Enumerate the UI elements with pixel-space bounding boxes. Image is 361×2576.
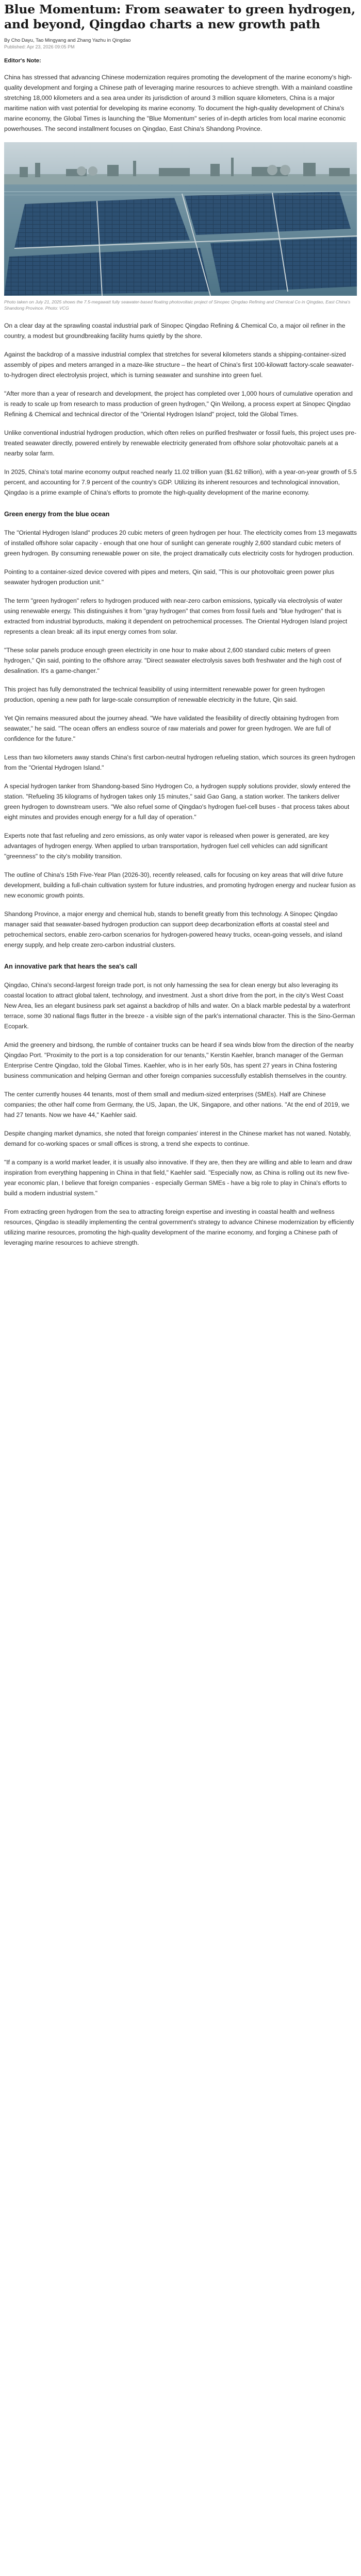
body-paragraph: The outline of China's 15th Five-Year Plan (2026-30), recently released, calls for focusing on key areas that will drive future development, building a full-chain cultivation system for future industries, and promoting hydrogen energy and nuclear fusion as new economic growth points. <box>4 871 356 899</box>
floating-solar-illustration <box>4 142 357 296</box>
body-paragraph: The term "green hydrogen" refers to hydrogen produced with near-zero carbon emissions, typically via electrolysis of water using renewable energy. This distinguishes it from "gray hydrogen" that comes from fossil fuels and "blue hydrogen" that is extracted from industrial byproducts, making it dependent on petrochemical processes. The Oriental Hydrogen Island project represents a clean break: all its input energy comes from solar. <box>4 597 348 635</box>
body-paragraph: The "Oriental Hydrogen Island" produces 20 cubic meters of green hydrogen per hour. The electricity comes from 13 megawatts of installed offshore solar capacity - enough that one hour of sunlight can generate roughly 2,600 standard cubic meters of green hydrogen. By consuming renewable power on site, the project dramatically cuts electricity costs for hydrogen production. <box>4 529 357 557</box>
body-paragraph: "These solar panels produce enough green electricity in one hour to make about 2,600 standard cubic meters of green hydrogen," Qin said, pointing to the offshore array. "Direct seawater electrolysis saves both freshwater and the high cost of desalination. It's a game-changer." <box>4 647 342 674</box>
publish-date: Published: Apr 23, 2026 09:05 PM <box>4 44 75 49</box>
body-paragraph: The center currently houses 44 tenants, most of them small and medium-sized enterprises (SMEs). Half are Chinese companies; the other half come from Germany, the US, Japan, the UK, Singapore, and other nations. "At the end of 2019, we had 27 tenants. Now we have 44," Kaehler said. <box>4 1091 350 1118</box>
body-paragraph: Amid the greenery and birdsong, the rumble of container trucks can be heard if sea winds blow from the direction of the nearby Qingdao Port. "Proximity to the port is a top consideration for our tenants," Kerstin Kaehler, branch manager of the German Enterprise Centre Qingdao, told the Global Times. Kaehler, who is in her early 50s, has spent 27 years in China fostering business communication and helping German and other foreign companies successfully establish themselves in the country. <box>4 1041 354 1079</box>
article-byline: By Cho Dayu, Tao Mingyang and Zhang Yazhu in Qingdao <box>4 38 131 43</box>
editor-note-label: Editor's Note: <box>4 58 41 64</box>
body-paragraph: Despite changing market dynamics, she noted that foreign companies' interest in the Chinese market has not waned. Notably, demand for co-working spaces or small offices is strong, a trend she expects to continue. <box>4 1130 351 1147</box>
body-paragraph: Against the backdrop of a massive industrial complex that stretches for several kilometers stands a shipping-container-sized assembly of pipes and meters arranged in a maze-like structure – the heart of China's first 100-kilowatt factory-scale seawater-to-hydrogen direct electrolysis project, which is turning seawater and sunshine into green fuel. <box>4 351 354 379</box>
body-paragraph: This project has fully demonstrated the technical feasibility of using intermittent renewable power for green hydrogen production, opening a new path for large-scale consumption of renewable electricity in the future, Qin said. <box>4 686 325 703</box>
body-paragraph: Shandong Province, a major energy and chemical hub, stands to benefit greatly from this technology. A Sinopec Qingdao manager said that seawater-based hydrogen production can support deep decarbonization efforts at coastal steel and petrochemical sectors, enable zero-carbon scenarios for hydrogen-powered heavy trucks, ocean-going vessels, and island energy supply, and help create zero-carbon industrial clusters. <box>4 910 342 948</box>
article-page <box>0 0 361 1272</box>
body-paragraph: Unlike conventional industrial hydrogen production, which often relies on purified freshwater or fossil fuels, this project uses pre-treated seawater directly, powered entirely by renewable electricity generated from offshore solar photovoltaic panels at a nearby solar farm. <box>4 429 356 457</box>
body-paragraph: Experts note that fast refueling and zero emissions, as only water vapor is released when power is generated, are key advantages of hydrogen energy. When applied to urban transportation, hydrogen fuel cell vehicles can add significant "greenness" to the city's mobility transition. <box>4 832 329 860</box>
section-heading: Green energy from the blue ocean <box>4 511 110 518</box>
section-heading: An innovative park that hears the sea's call <box>4 963 137 970</box>
body-paragraph: "After more than a year of research and development, the project has completed over 1,000 hours of cumulative operation and is ready to scale up from research to mass production of green hydrogen," Qin Weilong, a process expert at Sinopec Qingdao Refining & Chemical and technical director of the "Oriental Hydrogen Island" project, told the Global Times. <box>4 390 353 418</box>
body-paragraph: Qingdao, China's second-largest foreign trade port, is not only harnessing the sea for clean energy but also leveraging its coastal location to attract global talent, technology, and investment. Just a short drive from the port, in the city's West Coast New Area, lies an elegant business park set against a backdrop of hills and water. On a black marble pedestal by a waterfront terrace, some 30 national flags flutter in the breeze - a visible sign of the park's international character. This is the Sino-German Ecopark. <box>4 981 355 1030</box>
body-paragraph: On a clear day at the sprawling coastal industrial park of Sinopec Qingdao Refining & Chemical Co, a major oil refiner in the country, a modest but groundbreaking facility hums quietly by the shore. <box>4 322 346 340</box>
body-paragraph: Pointing to a container-sized device covered with pipes and meters, Qin said, "This is our photovoltaic green power plus seawater hydrogen production unit." <box>4 568 335 586</box>
article-headline: Blue Momentum: From seawater to green hydrogen, and beyond, Qingdao charts a new growth path <box>4 2 356 31</box>
body-paragraph: From extracting green hydrogen from the sea to attracting foreign expertise and investing in coastal health and wellness resources, Qingdao is steadily implementing the central government's strategy to advance Chinese modernization by efficiently utilizing marine resources, promoting the high-quality development of the marine economy, and forging a Chinese path of leveraging marine resources to achieve strength. <box>4 1208 354 1246</box>
body-paragraph: In 2025, China's total marine economy output reached nearly 11.02 trillion yuan ($1.62 trillion), with a year-on-year growth of 5.5 percent, and accounting for 7.9 percent of the country's GDP. Utilizing its inherent resources and technological innovation, Qingdao is a prime example of China's efforts to promote the high-quality development of the marine economy. <box>4 468 357 496</box>
body-paragraph: Yet Qin remains measured about the journey ahead. "We have validated the feasibility of directly obtaining hydrogen from seawater," he said. "The ocean offers an endless source of raw materials and power for green hydrogen. We are full of confidence for the future." <box>4 715 339 742</box>
photo-image <box>4 142 357 296</box>
photo-caption: Photo taken on July 21, 2025 shows the 7.5-megawatt fully seawater-based floating photovoltaic project of Sinopec Qingdao Refining and Chemical Co in Qingdao, East China's Shandong Province. Photo: VCG <box>4 299 351 311</box>
editor-note: China has stressed that advancing Chinese modernization requires promoting the development of the marine economy's high-quality development and forging a Chinese path of leveraging marine resources to achieve strength. With a mainland coastline stretching 18,000 kilometers and a sea area under its jurisdiction of around 3 million square kilometers, China is a major maritime nation with vast potential for developing its marine economy. To document the high-quality development of China's marine economy, the Global Times is launching the "Blue Momentum" series of in-depth articles from local marine economic powerhouses. The second installment focuses on Qingdao, East China's Shandong Province. <box>4 74 353 132</box>
body-paragraph: A special hydrogen tanker from Shandong-based Sino Hydrogen Co, a hydrogen supply solutions provider, slowly entered the station. "Refueling 35 kilograms of hydrogen takes only 15 minutes," said Gao Gang, a station worker. The tankers deliver green hydrogen to downstream users. "We also refuel some of Qingdao's hydrogen fuel-cell buses - that process takes about eight minutes and provides enough energy for a full day of operation." <box>4 783 351 821</box>
body-paragraph: Less than two kilometers away stands China's first carbon-neutral hydrogen refueling station, which sources its green hydrogen from the "Oriental Hydrogen Island." <box>4 754 355 771</box>
body-paragraph: "If a company is a world market leader, it is usually also innovative. If they are, then they are willing and able to learn and draw inspiration from everything happening in China in that field," Kaehler said. "Especially now, as China is rolling out its new five-year economic plan, I believe that foreign companies - especially German SMEs - have a big role to play in China's efforts to build a modern industrial system." <box>4 1159 352 1197</box>
